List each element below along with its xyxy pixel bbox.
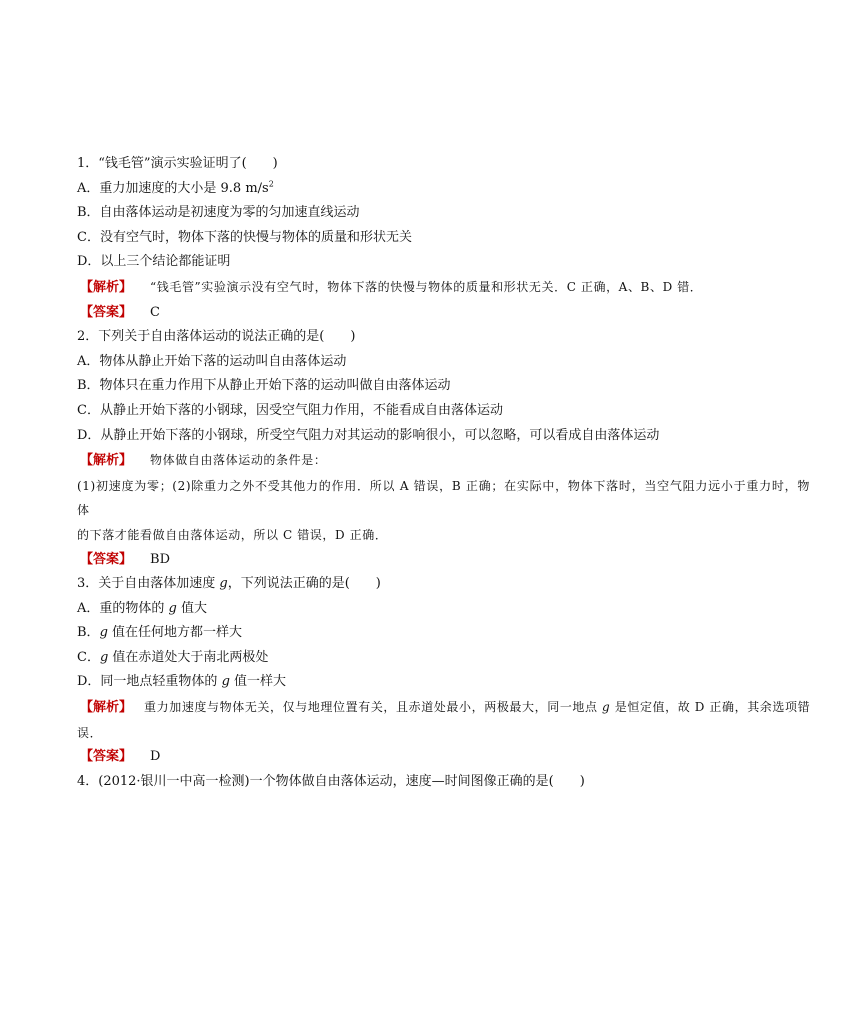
q1-option-b: B．自由落体运动是初速度为零的匀加速直线运动 [77, 205, 360, 221]
q3-option-a-variable: g [168, 600, 177, 616]
q3-analysis-text-end: 是恒定值，故 D 正确，其余选项错 [610, 700, 811, 715]
q2-answer-tag: 【答案】 [80, 551, 133, 567]
q3-answer [77, 745, 810, 770]
q3-stem-variable: g [219, 576, 228, 592]
q1-stem: 1．“钱毛管”演示实验证明了( ) [77, 156, 278, 171]
q3-answer-tag: 【答案】 [80, 749, 133, 765]
document-content [77, 152, 810, 794]
q2-analysis-text: 物体做自由落体运动的条件是： [150, 453, 327, 468]
q1-option-c: C．没有空气时，物体下落的快慢与物体的质量和形状无关 [77, 229, 412, 245]
q3-analysis [77, 695, 810, 721]
q3-option-a [77, 597, 810, 622]
q3-option-d-text: D．同一地点轻重物体的 [77, 674, 222, 690]
q1-analysis [77, 275, 810, 301]
q3-analysis-tag: 【解析】 [80, 700, 133, 716]
q2-stem: 2．下列关于自由落体运动的说法正确的是( ) [77, 329, 356, 345]
q3-stem-text: 3．关于自由落体加速度 [77, 576, 220, 592]
q2-answer-value: BD [150, 551, 170, 567]
q3-stem [77, 572, 810, 597]
q3-option-b [77, 621, 810, 646]
q3-option-c-text: C． [77, 649, 100, 665]
q3-analysis-text: 重力加速度与物体无关，仅与地理位置有关，且赤道处最小，两极最大，同一地点 [144, 700, 603, 715]
q3-option-c-text-end: 值在赤道处大于南北两极处 [108, 649, 269, 665]
q3-option-b-text: B． [77, 625, 100, 641]
q2-analysis-line-1: (1)初速度为零；(2)除重力之外不受其他力的作用．所以 A 错误，B 正确；在实际中，物体下落时，当空气阻力远小于重力时，物体 [77, 478, 810, 518]
q2-analysis [77, 448, 810, 474]
q1-option-a-text: A．重力加速度的大小是 9.8 m/s [77, 180, 269, 196]
q3-analysis-variable: g [602, 700, 611, 715]
q2-option-d: D．从静止开始下落的小钢球，所受空气阻力对其运动的影响很小，可以忽略，可以看成自由落体运动 [77, 427, 660, 443]
q3-option-b-text-end: 值在任何地方都一样大 [107, 625, 243, 641]
q3-stem-text-end: ，下列说法正确的是( ) [227, 576, 381, 592]
q3-option-c-variable: g [99, 649, 109, 665]
q3-option-d [77, 670, 810, 695]
q1-option-a [77, 177, 810, 202]
q1-answer [77, 301, 810, 326]
q3-analysis-line-2: 误． [77, 725, 103, 740]
q2-option-b: B．物体只在重力作用下从静止开始下落的运动叫做自由落体运动 [77, 378, 451, 394]
q4-stem: 4．(2012·银川一中高一检测)一个物体做自由落体运动，速度—时间图像正确的是( ) [77, 773, 585, 789]
q3-answer-value: D [150, 749, 161, 765]
q3-option-d-text-end: 值一样大 [229, 674, 287, 690]
q1-analysis-tag: 【解析】 [80, 279, 133, 295]
q3-option-a-text: A．重的物体的 [77, 600, 169, 616]
q1-analysis-text: “钱毛管”实验演示没有空气时，物体下落的快慢与物体的质量和形状无关．C 正确，A、B、D 错． [150, 279, 703, 294]
q1-option-a-exponent: 2 [268, 179, 274, 189]
q2-option-a: A．物体从静止开始下落的运动叫自由落体运动 [77, 353, 347, 369]
q3-option-c [77, 646, 810, 671]
q1-answer-value: C [150, 304, 160, 320]
q2-answer [77, 548, 810, 573]
q3-option-d-variable: g [221, 674, 230, 690]
q1-option-d: D．以上三个结论都能证明 [77, 254, 231, 270]
q3-option-a-text-end: 值大 [176, 600, 207, 616]
q1-answer-tag: 【答案】 [80, 304, 133, 320]
q3-option-b-variable: g [99, 625, 108, 641]
q2-analysis-tag: 【解析】 [80, 453, 133, 469]
q2-analysis-line-2: 的下落才能看做自由落体运动，所以 C 错误，D 正确． [77, 527, 388, 542]
q2-option-c: C．从静止开始下落的小钢球，因受空气阻力作用，不能看成自由落体运动 [77, 402, 503, 418]
